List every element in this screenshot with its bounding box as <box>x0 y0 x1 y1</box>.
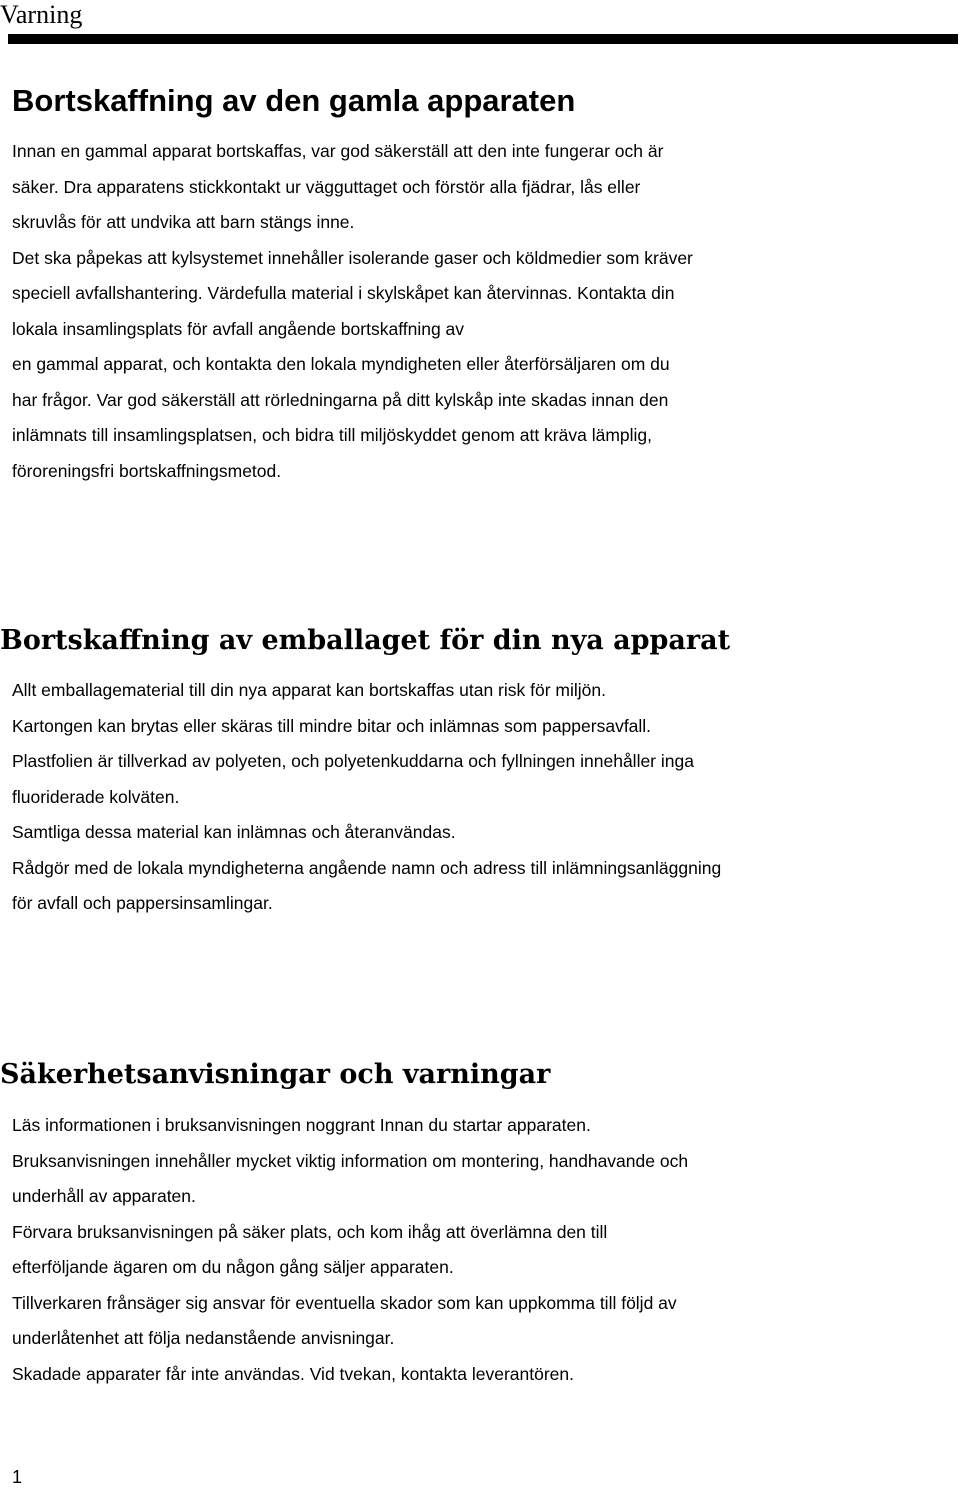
section-heading-old-appliance: Bortskaffning av den gamla apparaten <box>12 83 576 118</box>
text-line: föroreningsfri bortskaffningsmetod. <box>12 460 282 481</box>
text-line: Samtliga dessa material kan inlämnas och återanvändas. <box>12 822 456 842</box>
page-number: 1 <box>12 1467 23 1487</box>
text-line: inlämnats till insamlingsplatsen, och bidra till miljöskyddet genom att kräva lämplig, <box>12 425 653 445</box>
text-line: Innan en gammal apparat bortskaffas, var god säkerställ att den inte fungerar och är <box>12 141 664 161</box>
text-line: fluoriderade kolväten. <box>12 786 180 807</box>
text-line: Kartongen kan brytas eller skäras till mindre bitar och inlämnas som pappersavfall. <box>12 715 652 736</box>
text-line: skruvlås för att undvika att barn stängs inne. <box>12 212 355 232</box>
text-line: lokala insamlingsplats för avfall angående bortskaffning av <box>12 318 465 339</box>
text-line: underlåtenhet att följa nedanstående anvisningar. <box>12 1328 395 1348</box>
text-line: Tillverkaren frånsäger sig ansvar för eventuella skador som kan uppkomma till följd av <box>12 1292 677 1313</box>
text-line: säker. Dra apparatens stickkontakt ur vägguttaget och förstör alla fjädrar, lås eller <box>12 176 641 197</box>
text-line: Läs informationen i bruksanvisningen noggrant Innan du startar apparaten. <box>12 1115 591 1135</box>
text-line: för avfall och pappersinsamlingar. <box>12 893 273 913</box>
section-body-packaging <box>12 673 892 922</box>
page-header-title: Varning <box>0 0 83 29</box>
text-line: underhåll av apparaten. <box>12 1186 196 1206</box>
text-line: Allt emballagematerial till din nya apparat kan bortskaffas utan risk för miljön. <box>12 680 606 700</box>
text-line: Bruksanvisningen innehåller mycket viktig information om montering, handhavande och <box>12 1150 689 1171</box>
section-heading-safety: Säkerhetsanvisningar och varningar <box>0 1059 551 1090</box>
text-line: efterföljande ägaren om du någon gång säljer apparaten. <box>12 1257 454 1277</box>
text-line: Plastfolien är tillverkad av polyeten, och polyetenkuddarna och fyllningen innehåller inga <box>12 751 694 771</box>
section-heading-packaging: Bortskaffning av emballaget för din nya apparat <box>0 625 731 656</box>
header-rule-gap <box>0 34 8 44</box>
text-line: en gammal apparat, och kontakta den lokala myndigheten eller återförsäljaren om du <box>12 354 670 374</box>
text-line: Förvara bruksanvisningen på säker plats, och kom ihåg att överlämna den till <box>12 1221 608 1242</box>
text-line: speciell avfallshantering. Värdefulla material i skylskåpet kan återvinnas. Kontakta din <box>12 283 675 303</box>
text-line: har frågor. Var god säkerställ att rörledningarna på ditt kylskåp inte skadas innan den <box>12 389 669 410</box>
text-line: Skadade apparater får inte användas. Vid tvekan, kontakta leverantören. <box>12 1363 574 1384</box>
header-rule <box>0 34 958 44</box>
section-body-safety <box>12 1108 892 1392</box>
section-body-old-appliance <box>12 134 892 489</box>
text-line: Rådgör med de lokala myndigheterna angående namn och adress till inlämningsanläggning <box>12 857 722 878</box>
text-line: Det ska påpekas att kylsystemet innehåller isolerande gaser och köldmedier som kräver <box>12 247 693 268</box>
